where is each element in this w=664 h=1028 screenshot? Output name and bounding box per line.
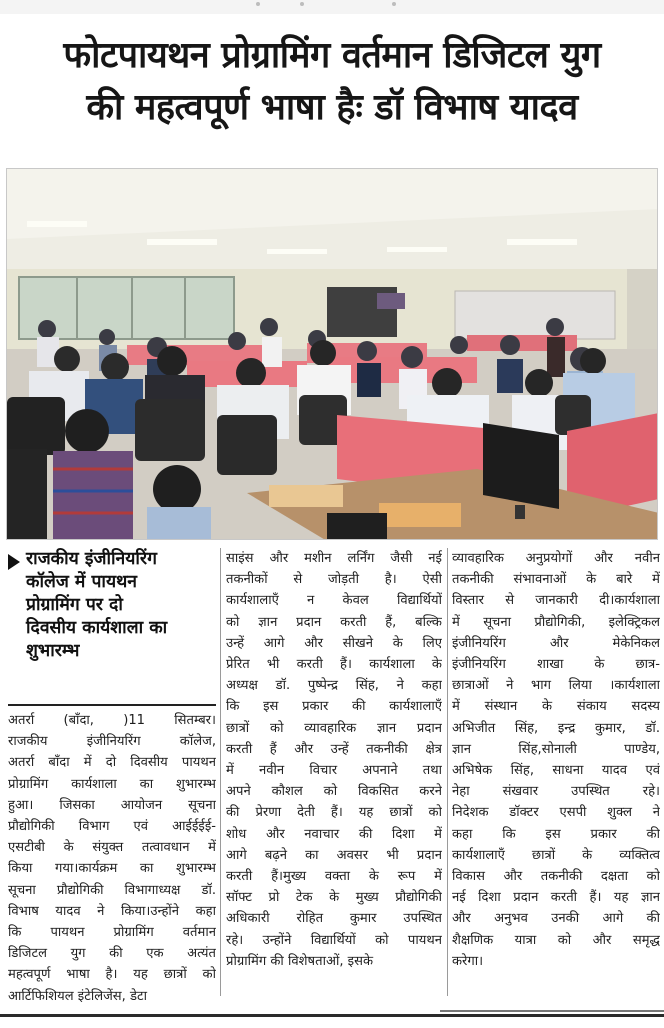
article-line: प्रौद्योगिकी विभाग एवं आईईईई-: [8, 819, 216, 835]
article-line: प्रोग्रामिंग कार्यशाला का शुभारम्भ: [8, 776, 216, 792]
column-divider: [447, 548, 448, 996]
article-line: तकनीकी संभावनाओं के बारे में: [452, 572, 660, 588]
article-line: अतर्रा बाँदा में दो दिवसीय पायथन: [8, 755, 216, 771]
bottom-rule: [0, 1014, 664, 1017]
article-line: इंजीनियरिंग और मेकेनिकल: [452, 635, 660, 651]
article-line: सॉफ्ट प्रो टेक के मुख्य प्रौद्योगिकी: [226, 890, 442, 906]
article-line: शैक्षणिक यात्रा को और समृद्ध: [452, 932, 660, 948]
article-line: की प्रेरणा देती हैं। यह छात्रों को: [226, 805, 442, 821]
article-line: में सूचना प्रौद्योगिकी, इलेक्ट्रिकल: [452, 614, 660, 630]
article-line: इंजीनियरिंग शाखा के छात्र-: [452, 657, 660, 673]
subheadline: [8, 548, 220, 663]
article-line: करती हैं और उन्हें तकनीकी क्षेत्र: [226, 741, 442, 757]
article-line: नई दिशा प्रदान करती हैं। यह ज्ञान: [452, 890, 660, 906]
article-line: कि इस प्रकार की कार्यशालाएँ: [226, 699, 442, 715]
article-line: अभिषेक सिंह, साधना यादव एवं: [452, 763, 660, 779]
article-line: में संस्थान के संकाय सदस्य: [452, 699, 660, 715]
article-line: रहे। उन्होंने विद्यार्थियों को पायथन: [226, 932, 442, 948]
article-line: महत्वपूर्ण भाषा है। यह छात्रों को: [8, 967, 216, 983]
article-line: अधिकारी रोहित कुमार उपस्थित: [226, 911, 442, 927]
article-line: अध्यक्ष डॉ. पुष्पेन्द्र सिंह, ने कहा: [226, 678, 442, 694]
bottom-rule-short: [440, 1010, 664, 1012]
article-line: आगे बढ़ने का अवसर भी प्रदान: [226, 847, 442, 863]
subheadline-line: कॉलेज में पायथन: [26, 572, 137, 592]
article-line: विभाष यादव ने किया।उन्होंने कहा: [8, 903, 216, 919]
article-line: प्रोग्रामिंग की विशेषताओं, इसके: [226, 953, 374, 969]
article-line: और अनुभव उनकी आगे की: [452, 911, 660, 927]
article-line: अतर्रा (बाँदा, )11 सितम्बर।: [8, 713, 216, 728]
article-line: अपने कौशल को विकसित करने: [226, 784, 442, 800]
article-line: करती हैं।मुख्य वक्ता के रूप में: [226, 869, 442, 885]
article-line: अभिजीत सिंह, इन्द्र कुमार, डॉ.: [452, 720, 660, 736]
article-column-1: [8, 710, 216, 1007]
page-top-strip: [0, 0, 664, 14]
article-column-3: [452, 548, 660, 972]
subheadline-line: दिवसीय कार्यशाला का: [26, 618, 168, 638]
article-line: एसटीबी के संयुक्त तत्वावधान में: [8, 840, 216, 856]
article-column-2: [226, 548, 442, 972]
article-line: नेहा संखवार उपस्थित रहे।: [452, 784, 660, 800]
headline-line-2: की महत्वपूर्ण भाषा हैः डॉ विभाष यादव: [86, 87, 578, 128]
arrow-bullet-icon: [8, 554, 20, 570]
article-line: आर्टिफिशियल इंटेलिजेंस, डेटा: [8, 988, 147, 1004]
column-divider: [220, 548, 221, 996]
article-line: कि पायथन प्रोग्रामिंग वर्तमान: [8, 925, 216, 941]
classroom-photo: [6, 168, 658, 540]
article-line: व्यावहारिक अनुप्रयोगों और नवीन: [452, 551, 660, 566]
article-line: कार्यशालाएँ छात्रों के व्यक्तित्व: [452, 847, 660, 863]
article-line: कार्यशालाएँ न केवल विद्यार्थियों: [226, 593, 442, 609]
article-line: में नवीन विचार अपनाने तथा: [226, 763, 442, 779]
article-line: करेगा।: [452, 953, 484, 969]
article-line: निदेशक डॉक्टर एसपी शुक्ल ने: [452, 805, 660, 821]
article-line: उन्हें आगे और सीखने के लिए: [226, 635, 442, 651]
article-line: कहा कि इस प्रकार की: [452, 826, 660, 842]
article-line: तकनीकों से जोड़ती है। ऐसी: [226, 572, 442, 588]
subheadline-line: शुभारम्भ: [26, 641, 80, 661]
article-line: छात्रों को व्यावहारिक ज्ञान प्रदान: [226, 720, 442, 736]
article-line: प्रेरित भी करती हैं। कार्यशाला के: [226, 657, 442, 673]
subheadline-line: प्रोग्रामिंग पर दो: [26, 595, 123, 615]
article-line: किया गया।कार्यक्रम का शुभारम्भ: [8, 861, 216, 877]
headline-line-1: फोटपायथन प्रोग्रामिंग वर्तमान डिजिटल युग: [63, 35, 601, 76]
article-line: राजकीय इंजीनियरिंग कॉलेज,: [8, 734, 216, 750]
headline: [6, 30, 658, 134]
article-line: ज्ञान सिंह,सोनाली पाण्डेय,: [452, 741, 660, 757]
article-line: विकास और तकनीकी दक्षता को: [452, 869, 660, 885]
article-line: को ज्ञान प्रदान करती हैं, बल्कि: [226, 614, 442, 630]
article-line: सूचना प्रौद्योगिकी विभागाध्यक्ष डॉ.: [8, 882, 216, 898]
subheadline-line: राजकीय इंजीनियरिंग: [26, 549, 157, 569]
article-line: छात्राओं ने भाग लिया ।कार्यशाला: [452, 678, 660, 694]
article-line: साइंस और मशीन लर्निंग जैसी नई: [226, 551, 442, 566]
article-line: हुआ। जिसका आयोजन सूचना: [8, 797, 216, 813]
article-line: डिजिटल युग की एक अत्यंत: [8, 946, 216, 962]
article-line: विस्तार से जानकारी दी।कार्यशाला: [452, 593, 660, 609]
article-line: शोध और नवाचार की दिशा में: [226, 826, 442, 842]
subheadline-rule: [8, 704, 216, 706]
